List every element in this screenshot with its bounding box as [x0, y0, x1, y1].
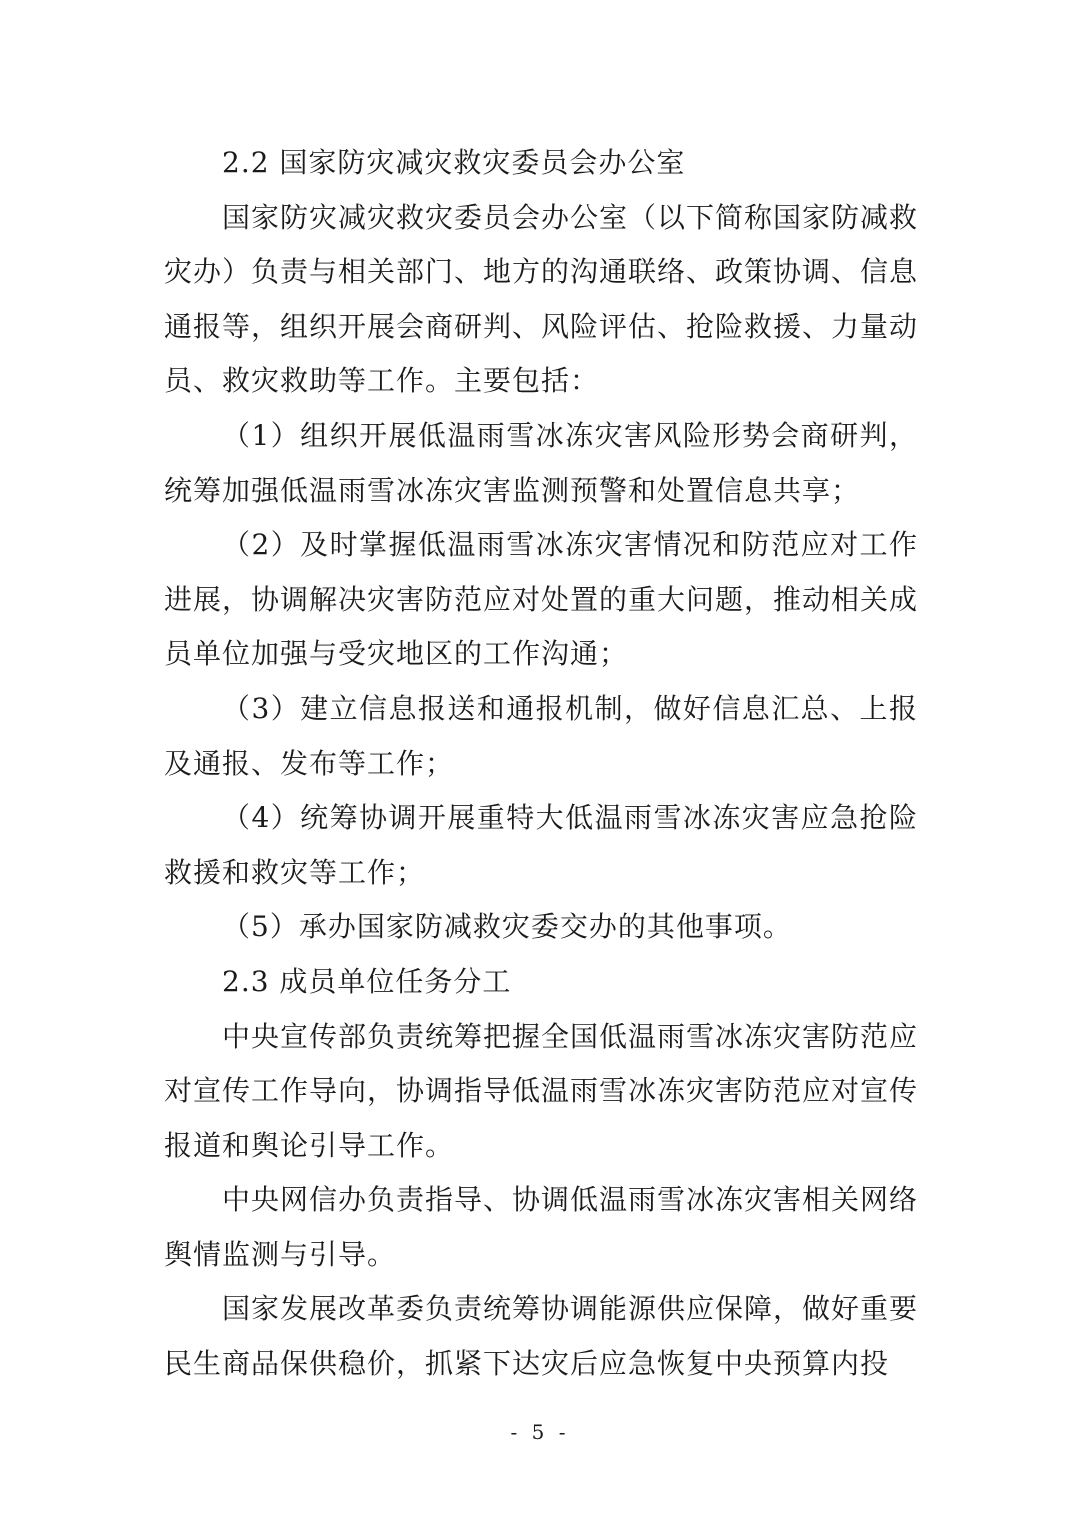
list-item-2: （2）及时掌握低温雨雪冰冻灾害情况和防范应对工作进展，协调解决灾害防范应对处置的重大问题，推动相关成员单位加强与受灾地区的工作沟通；	[164, 528, 919, 671]
document-body	[164, 136, 918, 1392]
list-item-3: （3）建立信息报送和通报机制，做好信息汇总、上报及通报、发布等工作；	[164, 691, 918, 780]
list-item-5: （5）承办国家防减救灾委交办的其他事项。	[222, 910, 792, 944]
page-number: - 5 -	[510, 1420, 570, 1444]
paragraph-ndrc: 国家发展改革委负责统筹协调能源供应保障，做好重要民生商品保供稳价，抓紧下达灾后应急恢复中央预算内投	[164, 1292, 919, 1381]
list-item-1: （1）组织开展低温雨雪冰冻灾害风险形势会商研判，统筹加强低温雨雪冰冻灾害监测预警和处置信息共享；	[164, 418, 918, 507]
section-heading-2-3: 2.3 成员单位任务分工	[222, 964, 512, 998]
list-item-4: （4）统筹协调开展重特大低温雨雪冰冻灾害应急抢险救援和救灾等工作；	[164, 801, 918, 889]
section-heading-2-2: 2.2 国家防灾减灾救灾委员会办公室	[222, 146, 686, 179]
paragraph-office-duties: 国家防灾减灾救灾委员会办公室（以下简称国家防减救灾办）负责与相关部门、地方的沟通联络、政策协调、信息通报等，组织开展会商研判、风险评估、抢险救援、力量动员、救灾救助等工作。主要包括：	[164, 200, 919, 398]
paragraph-publicity-dept: 中央宣传部负责统筹把握全国低温雨雪冰冻灾害防范应对宣传工作导向，协调指导低温雨雪冰冻灾害防范应对宣传报道和舆论引导工作。	[164, 1019, 919, 1162]
paragraph-cyberspace-office: 中央网信办负责指导、协调低温雨雪冰冻灾害相关网络舆情监测与引导。	[164, 1183, 919, 1271]
